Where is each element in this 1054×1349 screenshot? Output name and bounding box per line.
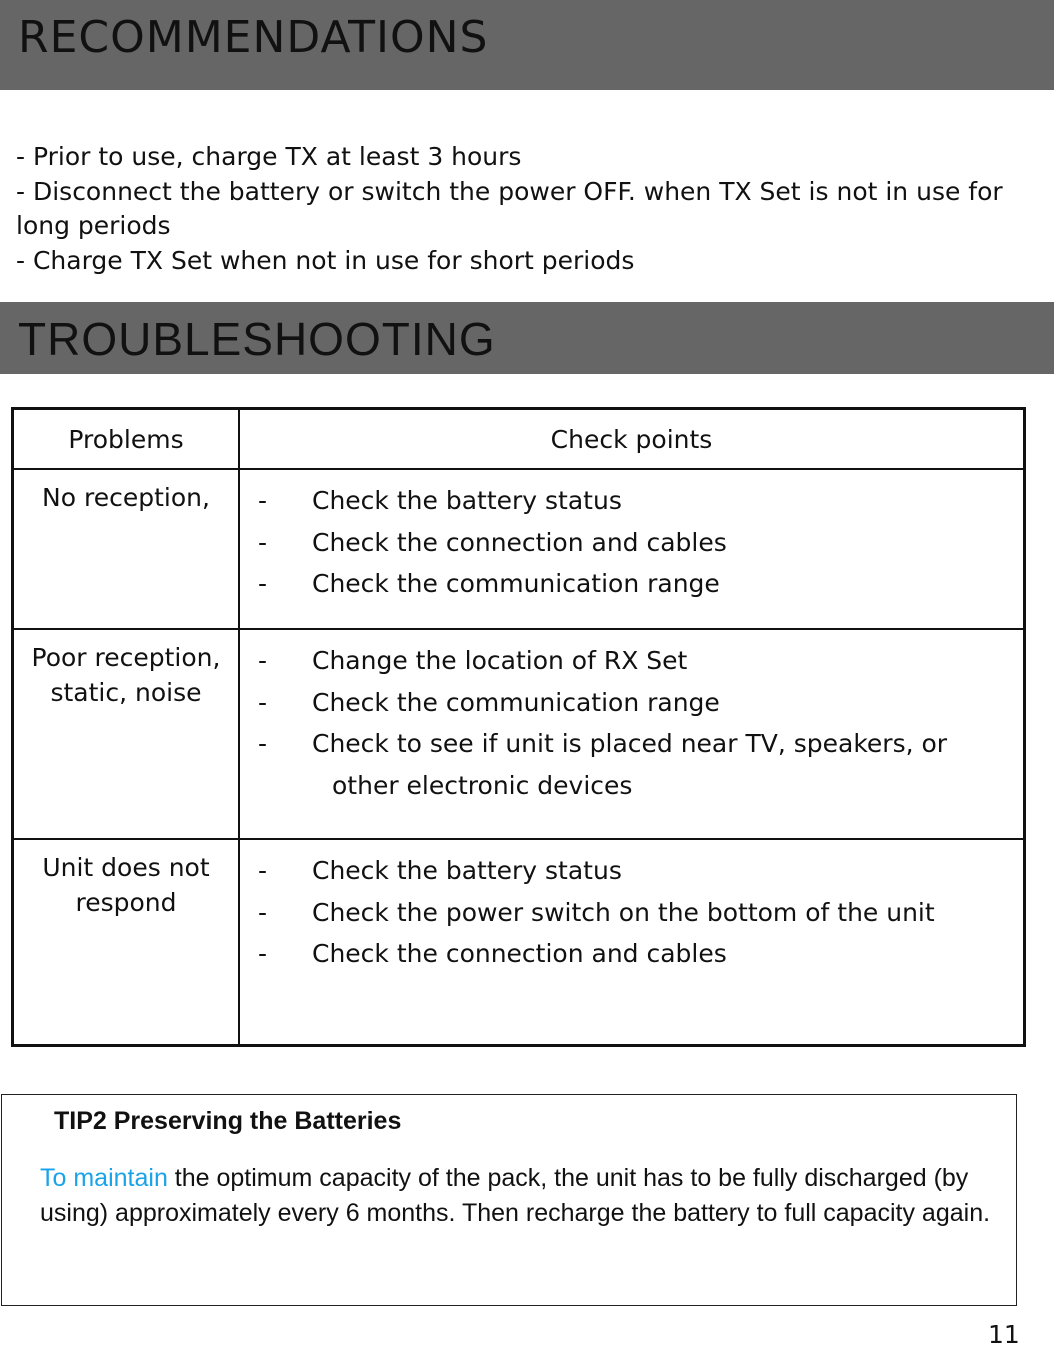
- tip-body-text: the optimum capacity of the pack, the unit has to be fully discharged (by using) approximately every 6 months. Then recharge the battery to full capacity again.: [40, 1164, 991, 1227]
- table-row: [13, 839, 1025, 1046]
- recommendation-item: - Charge TX Set when not in use for short periods: [16, 245, 635, 275]
- tip-accent-text: To maintain: [40, 1164, 168, 1192]
- table-header-row: [13, 409, 1025, 470]
- check-points-cell: [239, 629, 1025, 839]
- header-check-points: Check points: [239, 409, 1025, 470]
- troubleshooting-title: TROUBLESHOOTING: [18, 313, 496, 365]
- table-row: [13, 629, 1025, 839]
- check-point-item: - Check the power switch on the bottom of the unit: [258, 897, 935, 927]
- header-problems: Problems: [13, 409, 240, 470]
- tip-box: [1, 1094, 1017, 1306]
- recommendation-item: - Disconnect the battery or switch the power OFF. when TX Set is not in use for long periods: [16, 176, 1003, 240]
- recommendations-list: [16, 140, 1036, 278]
- problem-cell: Poor reception, static, noise: [13, 629, 240, 839]
- problem-cell: Unit does not respond: [13, 839, 240, 1046]
- check-point-item: - Check to see if unit is placed near TV, speakers, or other electronic devices: [258, 723, 1023, 806]
- check-point-item: - Check the connection and cables: [258, 939, 727, 968]
- check-point-item: - Check the communication range: [258, 569, 720, 598]
- check-point-item: - Check the battery status: [258, 856, 622, 885]
- check-point-item: - Check the battery status: [258, 486, 622, 515]
- tip-title: TIP2 Preserving the Batteries: [54, 1107, 402, 1135]
- check-point-item: - Check the communication range: [258, 687, 720, 717]
- problem-cell: No reception,: [13, 469, 240, 629]
- check-point-item: - Change the location of RX Set: [258, 646, 688, 675]
- table-row: [13, 469, 1025, 629]
- recommendation-item: - Prior to use, charge TX at least 3 hours: [16, 142, 522, 171]
- check-point-item: - Check the connection and cables: [258, 527, 727, 557]
- page-number: 11: [988, 1320, 1020, 1349]
- tip-body: [40, 1161, 1000, 1231]
- troubleshooting-table: [11, 407, 1026, 1047]
- recommendations-title: RECOMMENDATIONS: [18, 12, 489, 63]
- check-points-cell: [239, 839, 1025, 1046]
- check-points-cell: [239, 469, 1025, 629]
- check-point-continuation: other electronic devices: [332, 770, 633, 800]
